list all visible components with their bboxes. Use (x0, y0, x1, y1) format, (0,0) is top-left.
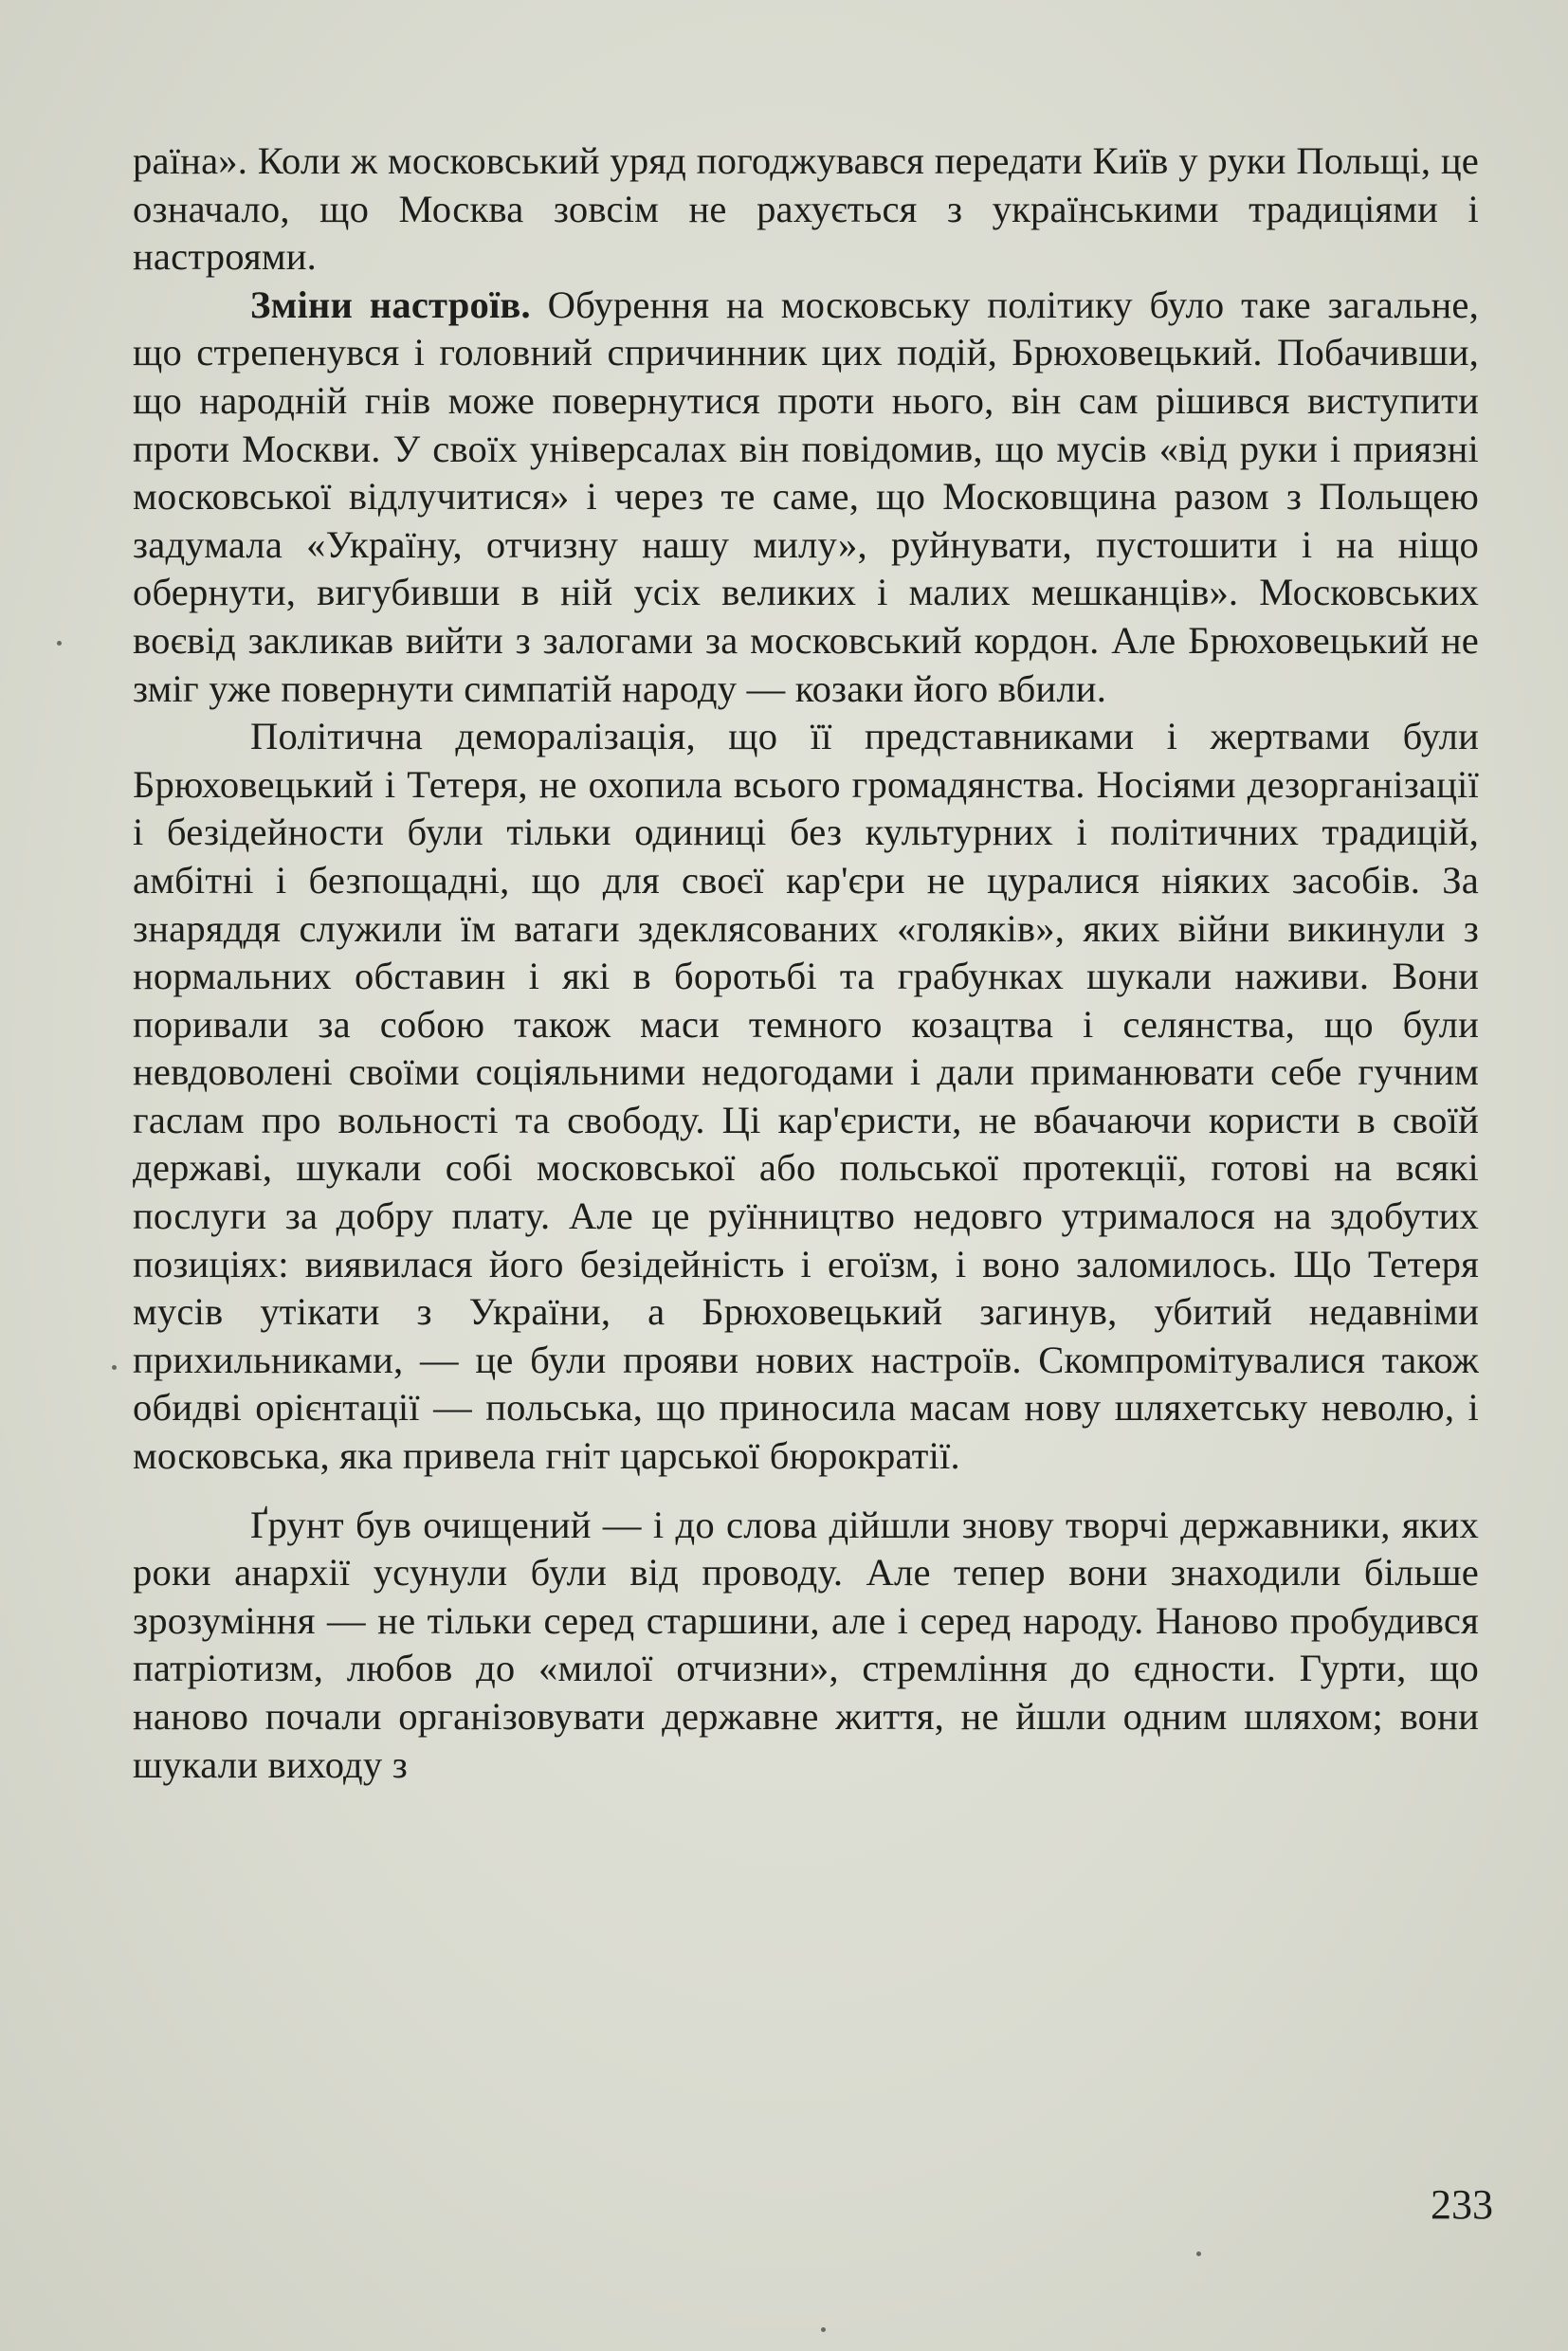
page-number: 233 (1431, 2181, 1493, 2228)
section-body: Обурення на московську політику було таке загальне, що стрепенувся і головний спричинник цих подій, Брюховецький. Побачивши, що народній гнів може повернутися проти нього, він сам рішився виступити проти Москви. У своїх універсалах він повідомив, що мусів «від руки і приязні московської відлучитися» і через те саме, що Московщина разом з Польщею задумала «Україну, отчизну нашу милу», руйнувати, пустошити і на ніщо обернути, вигубивши в ній усіх великих і малих мешканців». Московських воєвід закликав вийти з залогами за московський кордон. Але Брюховецький не зміг уже повернути симпатій народу — козаки його вбили. (133, 282, 1479, 710)
paragraph-political-demoralization: Політична деморалізація, що її представниками і жертвами були Брюховецький і Тетеря, не охопила всього громадянства. Носіями дезорганізації і безідейности були тільки одиниці без культурних і політичних традицій, амбітні і безпощадні, що для своєї кар'єри не цуралися ніяких засобів. За знаряддя служили їм ватаги здеклясованих «голяків», яких війни викинули з нормальних обставин і які в боротьбі та грабунках шукали наживи. Вони поривали за собою також маси темного козацтва і селянства, що були невдоволені своїми соціяльними недогодами і дали приманювати себе гучним гаслам про вольності та свободу. Ці кар'єристи, не вбачаючи користи в своїй державі, шукали собі московської або польської протекції, готові на всякі послуги за добру плату. Але це руїнництво недовго утрималося на здобутих позиціях: виявилася його безідейність і егоїзм, і воно заломилось. Що Тетеря мусів утікати з України, а Брюховецький загинув, убитий недавніми прихильниками, — це були прояви нових настроїв. Скомпромітувалися також обидві орієнтації — польська, що приносила масам нову шляхетську неволю, і московська, яка привела гніт царської бюрократії. (133, 715, 1479, 1478)
paragraph-ground-cleared: Ґрунт був очищений — і до слова дійшли знову творчі державники, яких роки анархії усунули були від проводу. Але тепер вони знаходили більше зрозуміння — не тільки серед старшини, але і серед народу. Наново пробудився патріотизм, любов до «милої отчизни», стремління до єдности. Гурти, що наново почали організовувати державне життя, не йшли одним шляхом; вони шукали виходу з (133, 1503, 1479, 1786)
scan-speck (57, 641, 62, 646)
scan-speck (821, 2327, 826, 2332)
scan-speck (112, 1365, 117, 1370)
paragraph-spacer (133, 1481, 1479, 1502)
paragraph-section-changes-of-moods (133, 282, 1479, 713)
body-text (133, 137, 1479, 1789)
scan-speck (1196, 2251, 1201, 2256)
section-heading: Зміни настроїв. (250, 282, 531, 326)
paragraph-continuation: раїна». Коли ж московський уряд погоджувався передати Київ у руки Польщі, це означало, що Москва зовсім не рахується з українськими традиціями і настроями. (133, 139, 1479, 279)
